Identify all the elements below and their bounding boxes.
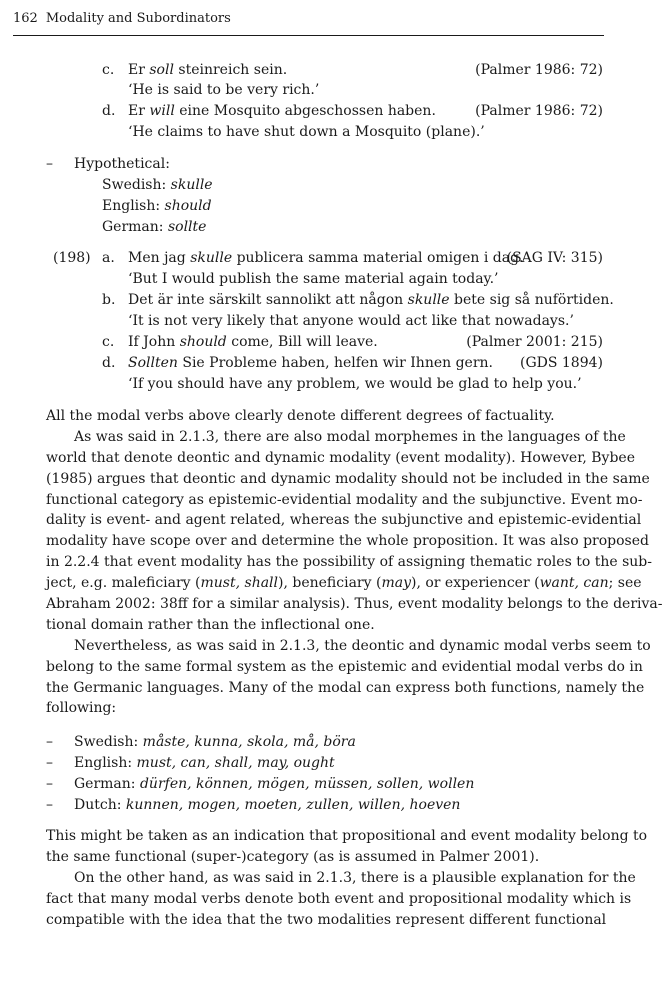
hypothetical-item: Swedish: skulle [102,177,213,193]
list-dash: – [46,797,53,813]
list-dash: – [46,156,53,172]
example-sentence: Er soll steinreich sein. [128,62,288,78]
example-label: c. [102,62,115,78]
example-reference: (Palmer 2001: 215) [466,334,603,350]
example-label: d. [102,103,116,119]
list-item: German: dürfen, können, mögen, müssen, sollen, wollen [74,776,475,792]
example-sentence: Men jag skulle publicera samma material omigen i dag. [128,250,524,266]
list-item: Dutch: kunnen, mogen, moeten, zullen, willen, hoeven [74,797,461,813]
example-label: c. [102,334,115,350]
list-item: Swedish: måste, kunna, skola, må, böra [74,734,356,750]
list-dash: – [46,755,53,771]
example-number: (198) [53,250,91,266]
example-sentence: Er will eine Mosquito abgeschossen haben. [128,103,436,119]
list-dash: – [46,734,53,750]
hypothetical-title: Hypothetical: [74,156,170,172]
paragraph-4: This might be taken as an indication that propositional and event modality belong to [46,828,648,844]
example-sentence: If John should come, Bill will leave. [128,334,378,350]
example-gloss: ‘If you should have any problem, we would be glad to help you.’ [128,376,582,392]
list-dash: – [46,776,53,792]
example-label: b. [102,292,116,308]
example-sentence: Sollten Sie Probleme haben, helfen wir Ihnen gern. [128,355,494,371]
hypothetical-item: English: should [102,198,212,214]
body-text-2: This might be taken as an indication that propositional and event modality belong to the same functional (super-)category (as is assumed in Palmer 2001). On the other hand, as was said in 2.1.3, there is a plausible explanation for the fact that many modal verbs denote both event and propositional modality which is compatible with the idea that the two modalities represent different functional [46,828,648,928]
example-gloss: ‘He is said to be very rich.’ [128,82,320,98]
example-gloss: ‘But I would publish the same material again today.’ [128,271,499,287]
example-reference: (SAG IV: 315) [506,250,603,266]
hypothetical-item: German: sollte [102,219,207,235]
example-reference: (Palmer 1986: 72) [475,103,603,119]
paragraph-1: All the modal verbs above clearly denote different degrees of factuality. [46,408,555,424]
example-gloss: ‘He claims to have shut down a Mosquito (plane).’ [128,124,485,140]
example-label: d. [102,355,116,371]
body-text-1: All the modal verbs above clearly denote different degrees of factuality. As was said in 2.1.3, there are also modal morphemes in the languages of the world that denote deontic and dynamic modality (event modality). However, Bybee (1985) argues that deontic and dynamic modality should not be included in the same functional category as epistemic-evidential modality and the subjunctive. Event mo- dality is event- and agent related, whereas the subjunctive and epistemic-evidential modality have scope over and determine the whole proposition. It was also proposed in 2.2.4 that event modality has the possibility of assigning thematic roles to the sub- ject, e.g. maleficiary (must, shall), beneficiary (may), or experiencer (want, can; see Abraham 2002: 38ff for a similar analysis). Thus, event modality belongs to the deriva- tional domain rather than the inflectional one. Nevertheless, as was said in 2.1.3, the deontic and dynamic modal verbs seem to belong to the same formal system as the epistemic and evidential modal verbs do in the Germanic languages. Many of the modal can express both functions, namely the following: [46,408,662,717]
running-header [13,9,604,36]
example-sentence: Det är inte särskilt sannolikt att någon skulle bete sig så nuförtiden. [128,292,614,308]
running-title: Modality and Subordinators [45,11,231,26]
page-number: 162 [13,11,38,26]
example-gloss: ‘It is not very likely that anyone would act like that nowadays.’ [128,313,574,329]
example-reference: (Palmer 1986: 72) [475,62,603,78]
list-item: English: must, can, shall, may, ought [74,755,335,771]
example-label: a. [102,250,115,266]
paragraph-5: On the other hand, as was said in 2.1.3, there is a plausible explanation for the [74,869,636,886]
example-reference: (GDS 1894) [519,355,603,371]
